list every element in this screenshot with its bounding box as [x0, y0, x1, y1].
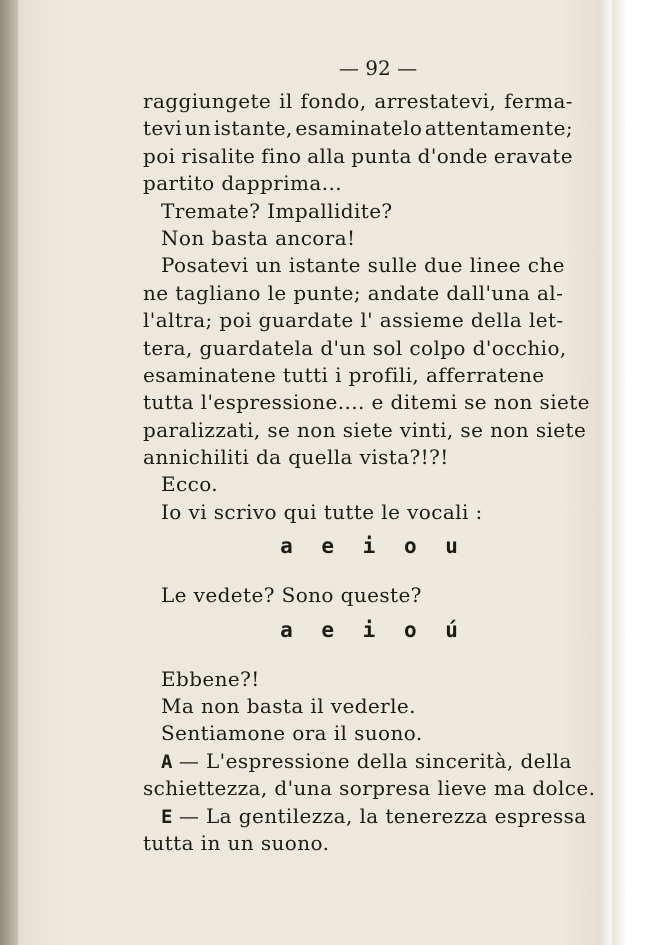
text-line: schiettezza, d'una sorpresa lieve ma dolce.: [143, 776, 596, 801]
vowel-entry-e: [143, 803, 587, 830]
vowels-row-2: a e i o ú: [280, 617, 466, 642]
text-line: raggiungete il fondo, arrestatevi, ferma-: [143, 89, 573, 113]
text-line: partito dapprima...: [143, 171, 343, 196]
text-line: paralizzati, se non siete vinti, se non siete: [143, 417, 587, 442]
text-line: esaminatene tutti i profili, afferratene: [143, 362, 545, 387]
text-line: Le vedete? Sono queste?: [161, 583, 422, 608]
text-line: tutta l'espressione.... e ditemi se non siete: [143, 390, 590, 415]
vowels-row-1: a e i o u: [280, 534, 466, 559]
text-line: ne tagliano le punte; andate dall'una al-: [143, 280, 564, 305]
text-line: l'altra; poi guardate l' assieme della let-: [143, 308, 564, 333]
text-line: Posatevi un istante sulle due linee che: [161, 253, 565, 278]
text-line: tera, guardatela d'un sol colpo d'occhio,: [143, 335, 567, 360]
vowel-letter-e: E: [161, 805, 173, 828]
text-line: Ebbene?!: [161, 666, 260, 691]
text-line: Tremate? Impallidite?: [161, 198, 393, 223]
page-edge: [612, 0, 652, 945]
text-block: [143, 56, 596, 857]
text-line: Io vi scrivo qui tutte le vocali :: [161, 499, 483, 524]
page-number: — 92 —: [338, 56, 418, 80]
text-line: Ma non basta il vederle.: [161, 694, 416, 719]
vowel-entry-a: [143, 748, 573, 775]
text-line: tutta in un suono.: [143, 830, 330, 855]
vowel-entry-e-text: — La gentilezza, la tenerezza espressa: [178, 803, 587, 828]
page-binding: [0, 0, 18, 945]
text-line: tevi un istante, esaminatelo attentamente;: [143, 116, 573, 141]
text-line: annichiliti da quella vista?!?!: [143, 445, 449, 470]
vowel-entry-a-text: — L'espressione della sincerità, della: [178, 748, 572, 773]
text-line: Non basta ancora!: [161, 225, 356, 250]
vowel-letter-a: A: [161, 750, 173, 773]
text-line: poi risalite fino alla punta d'onde eravate: [143, 143, 573, 168]
text-line: Ecco.: [161, 472, 219, 497]
text-line: Sentiamone ora il suono.: [161, 721, 423, 746]
